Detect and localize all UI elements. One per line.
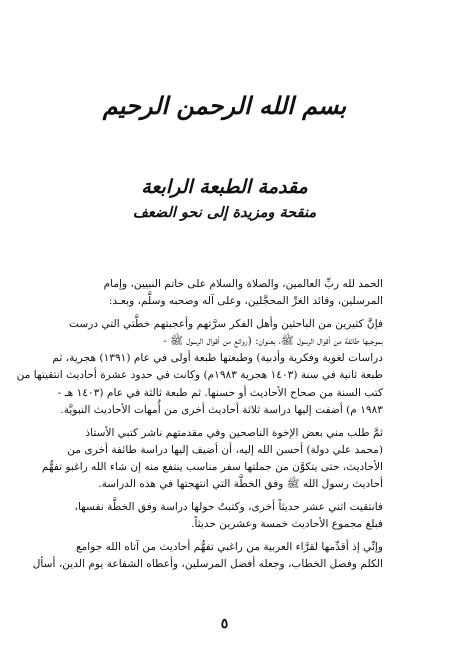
text-line: دراسات لغوية وفكرية وأدبية) وطبعتها طبعة أولى في عام (١٣٩١) هجرية، ثم [52,352,383,365]
paragraph [32,539,383,573]
text-line: بموجبها طائفة من أقوال الرسول ﷺ، بعنوان: (روائع من أقوال الرسول ﷺ - [163,335,383,348]
text-line: (محمد علي دولة) أحسن الله إليه، أن أضيف إليها دراسة طائفة أخرى من [67,443,383,456]
paragraph [41,425,383,493]
text-line: ١٩٨٣ م) أضفت إليها دراسة ثلاثة أحاديث أخرى من أُمهات الأحاديث النبويَّة. [60,403,383,416]
text-line: المرسلين، وقائد الغرِّ المحجَّلين، وعلى آله وصحبه وسلَّم، وبعـد: [108,295,383,308]
text-line: الكلم وفصل الخطاب، وجعله أفضل المرسلين، وأعطاه الشفاعة يوم الدين، أسأل [32,558,383,571]
basmala-heading: بسم الله الرحمن الرحيم [102,91,347,120]
page-number: ٥ [220,616,229,632]
text-line: كتب السنة من صحاح الأحاديث أو حسنها. ثم طبعة ثالثة في عام (١٤٠٣ هـ - [57,386,383,399]
text-line: فبلغ مجموع الأحاديث خمسة وعشرين حديثاً. [191,518,383,531]
page-subtitle: منقحة ومزيدة إلى نحو الضعف [132,204,317,221]
text-line: وإنِّي إذ أقدِّمها لقرَّاء العربية من راغبي تفهُّم أحاديث من آتاه الله جوامع [75,541,383,554]
page-title: مقدمة الطبعة الرابعة [141,176,308,198]
body-text [16,276,383,580]
text-line: ثمَّ طلب مني بعض الإخوة الناصحين وفي مقدمتهم ناشر كتبي الأستاذ [85,426,383,439]
text-line: فانتقيت اثني عشر حديثاً أخرى، وكتبتُ حولها دراسة وفق الخطَّة نفسها، [74,501,383,514]
text-line: أحاديث رسول الله ﷺ وفق الخطَّة التي انتهجتها في هذه الدراسة. [98,478,383,491]
text-line: الحمد لله ربِّ العالمين، والصلاة والسلام على خاتم النبيين، وإمام [103,278,383,290]
text-line: فإنَّ كثيرين من الباحثين وأهل الفكر سرَّتهم وأعجبتهم خطَّتي التي درست [68,318,383,331]
text-line: طبعة ثانية في سنة (١٤٠٣ هجرية ١٩٨٣م) وكانت في حدود عشرة أحاديث انتقيتها من [16,369,383,382]
paragraph [66,276,383,310]
paragraph [66,499,383,533]
text-line: الأحاديث، حتى يتكوَّن من جملتها سفر مناسب ينتفع منه إن شاء الله راغبو تفهُّم [41,460,383,473]
paragraph [16,316,383,419]
